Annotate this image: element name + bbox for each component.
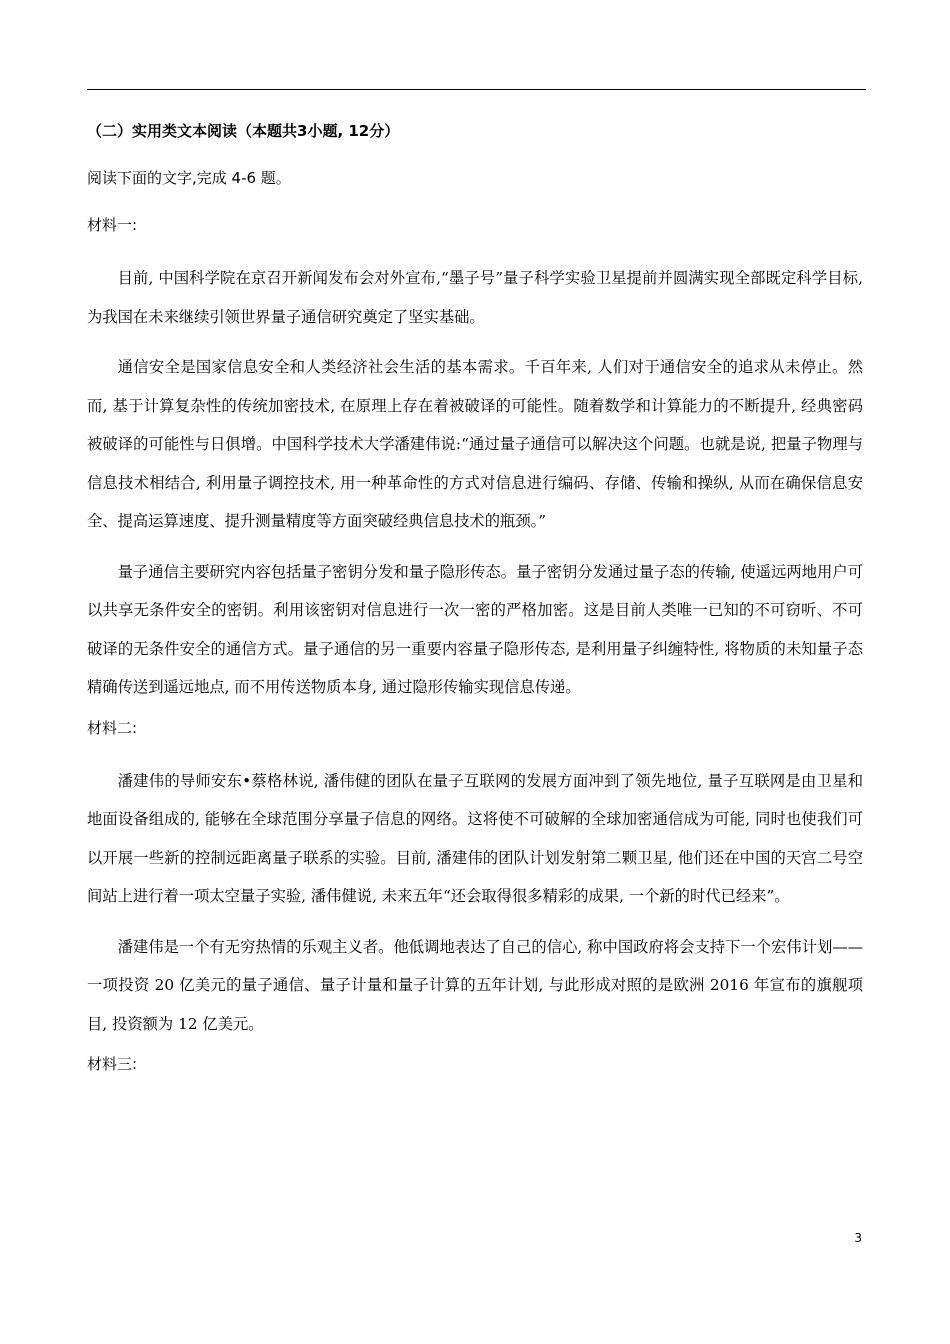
header-rule	[87, 89, 866, 90]
material-2-paragraph-2: 潘建伟是一个有无穷热情的乐观主义者。他低调地表达了自己的信心, 称中国政府将会支持下一个宏伟计划——一项投资 20 亿美元的量子通信、量子计量和量子计算的五年计划, 与此形成对照的是欧洲 2016 年宣布的旗舰项目, 投资额为 12 亿美元。	[87, 937, 863, 1033]
material-2-label: 材料二:	[87, 718, 138, 737]
document-body	[87, 118, 863, 1098]
material-1-paragraph-1: 目前, 中国科学院在京召开新闻发布会对外宣布,“墨子号”量子科学实验卫星提前并圆满实现全部既定科学目标, 为我国在未来继续引领世界量子通信研究奠定了坚实基础。	[87, 269, 863, 326]
material-1-paragraph-3: 量子通信主要研究内容包括量子密钥分发和量子隐形传态。量子密钥分发通过量子态的传输, 使遥远两地用户可以共享无条件安全的密钥。利用该密钥对信息进行一次一密的严格加密。这是目前人类唯一已知的不可窃听、不可破译的无条件安全的通信方式。量子通信的另一重要内容量子隐形传态, 是利用量子纠缠特性, 将物质的未知量子态精确传送到遥远地点, 而不用传送物质本身, 通过隐形传输实现信息传递。	[87, 562, 863, 696]
material-1-paragraph-2: 通信安全是国家信息安全和人类经济社会生活的基本需求。千百年来, 人们对于通信安全的追求从未停止。然而, 基于计算复杂性的传统加密技术, 在原理上存在着被破译的可能性。随着数学和计算能力的不断提升, 经典密码被破译的可能性与日俱增。中国科学技术大学潘建伟说:“通过量子通信可以解决这个问题。也就是说, 把量子物理与信息技术相结合, 利用量子调控技术, 用一种革命性的方式对信息进行编码、存储、传输和操纵, 从而在确保信息安全、提高运算速度、提升测量精度等方面突破经典信息技术的瓶颈。”	[87, 358, 863, 530]
material-3-label: 材料三:	[87, 1055, 138, 1073]
page-number: 3	[854, 1231, 862, 1245]
section-heading: （二）实用类文本阅读（本题共3小题, 12分）	[87, 122, 400, 140]
instruction: 阅读下面的文字,完成 4-6 题。	[87, 169, 291, 187]
material-2-paragraph-1: 潘建伟的导师安东•蔡格林说, 潘伟健的团队在量子互联网的发展方面冲到了领先地位, 量子互联网是由卫星和地面设备组成的, 能够在全球范围分享量子信息的网络。这将使不可破解的全球加密通信成为可能, 同时也使我们可以开展一些新的控制远距离量子联系的实验。目前, 潘建伟的团队计划发射第二颗卫星, 他们还在中国的天宫二号空间站上进行着一项太空量子实验, 潘伟健说, 未来五年“还会取得很多精彩的成果, 一个新的时代已经来”。	[87, 771, 863, 905]
material-1-label: 材料一:	[87, 216, 138, 234]
